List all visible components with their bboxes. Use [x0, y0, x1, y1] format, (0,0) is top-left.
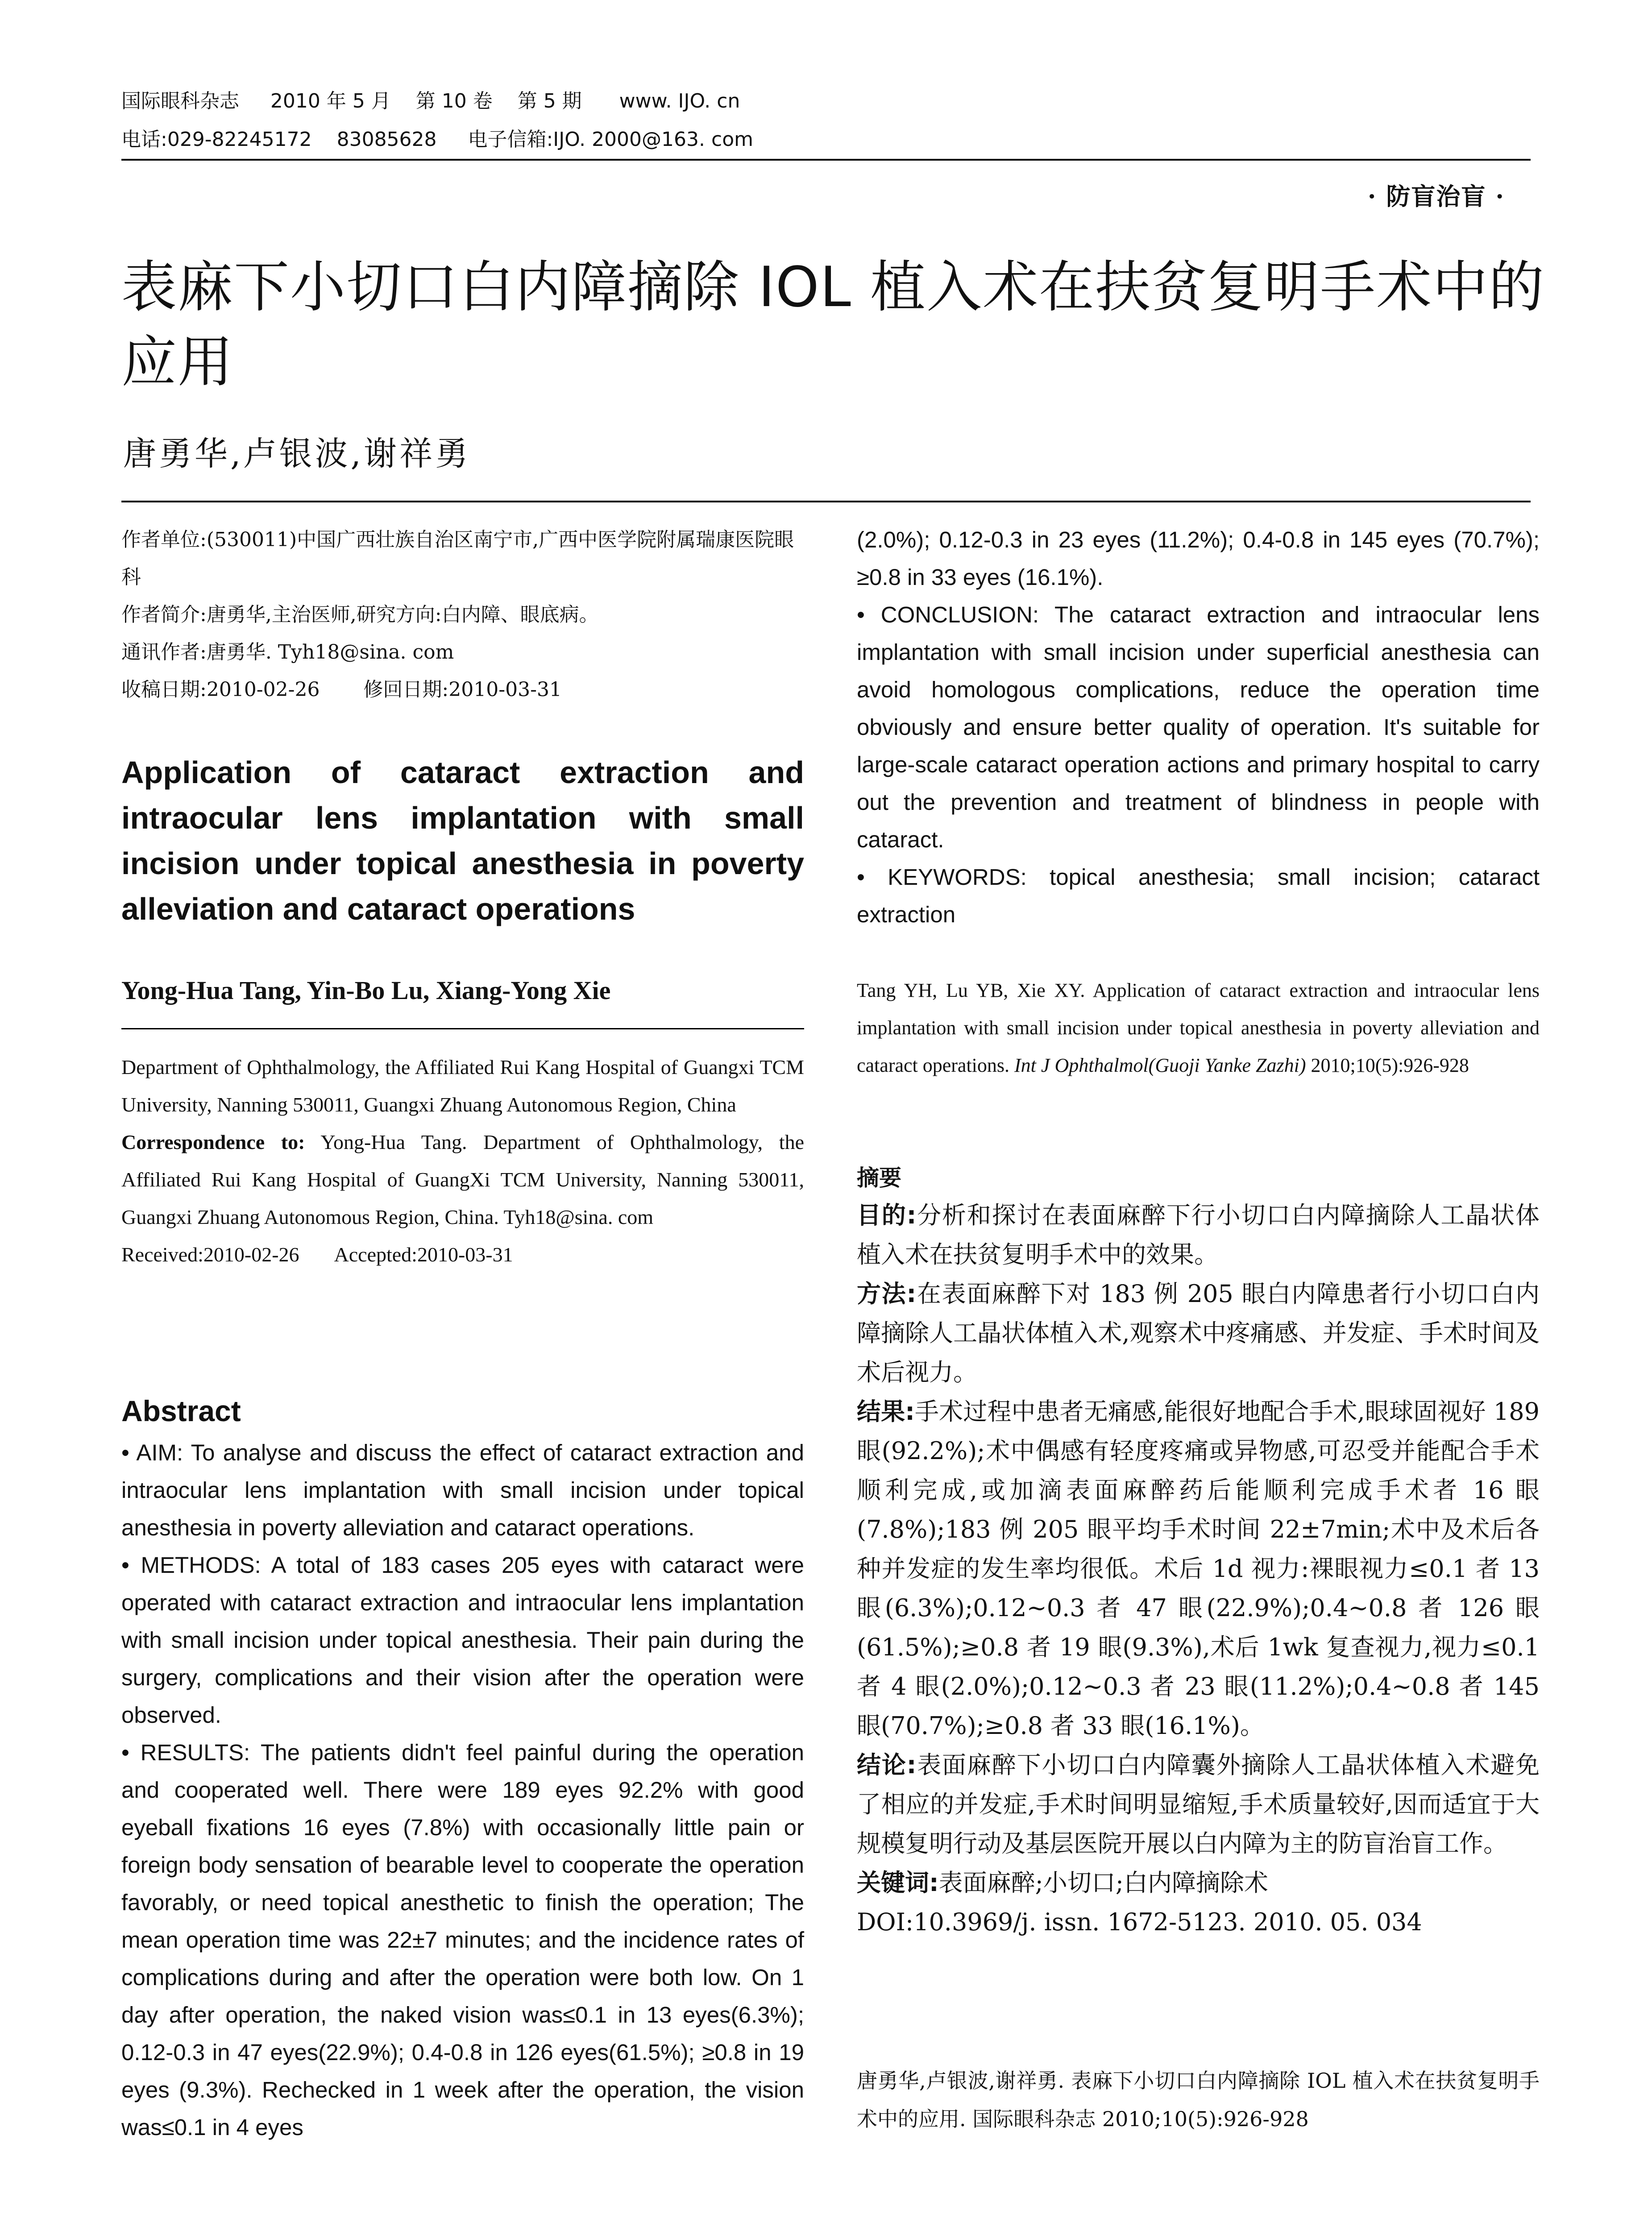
department-block: [121, 1049, 804, 1273]
english-authors: Yong-Hua Tang, Yin-Bo Lu, Xiang-Yong Xie: [121, 976, 611, 1005]
author-bio-cn: 作者简介:唐勇华,主治医师,研究方向:白内障、眼底病。: [121, 603, 599, 626]
authors-rule: [121, 1028, 804, 1029]
author-meta-cn: [121, 521, 804, 709]
correspondence-en: [121, 1124, 804, 1236]
abstract-aim: • AIM: To analyse and discuss the effect of cataract extraction and intraocular lens implantation with small incision under topical anesthesia in poverty alleviation and cataract operations.: [121, 1440, 804, 1540]
abstract-cn-conclusion-text: 表面麻醉下小切口白内障囊外摘除人工晶状体植入术避免了相应的并发症,手术时间明显缩短,手术质量较好,因而适宜于大规模复明行动及基层医院开展以白内障为主的防盲治盲工作。: [857, 1751, 1540, 1858]
abstract-body-right: [857, 521, 1540, 933]
abstract-cn-aim-label: 目的:: [857, 1201, 917, 1229]
citation-en-ref: 2010;10(5):926-928: [1306, 1054, 1469, 1076]
abstract-cn-methods-text: 在表面麻醉下对 183 例 205 眼白内障患者行小切口白内障摘除人工晶状体植入术,观察术中疼痛感、并发症、手术时间及术后视力。: [857, 1280, 1540, 1386]
section-label: · 防盲治盲 ·: [1367, 182, 1505, 211]
abstract-keywords: • KEYWORDS: topical anesthesia; small incision; cataract extraction: [857, 864, 1540, 927]
citation-en-journal: Int J Ophthalmol(Guoji Yanke Zazhi): [1014, 1054, 1306, 1076]
abstract-heading: Abstract: [121, 1394, 241, 1427]
citation-cn: 唐勇华,卢银波,谢祥勇. 表麻下小切口白内障摘除 IOL 植入术在扶贫复明手术中的应用. 国际眼科杂志 2010;10(5):926-928: [857, 2069, 1540, 2131]
journal-header-line1: 国际眼科杂志 2010 年 5 月 第 10 卷 第 5 期 www. IJO. cn: [121, 90, 740, 112]
abstract-body-left: [121, 1434, 804, 2146]
correspondence-text: Yong-Hua Tang. Department of Ophthalmology, the Affiliated Rui Kang Hospital of GuangXi TCM University, Nanning 530011, Guangxi Zhuang Autonomous Region, China. Tyh18@sina. com: [121, 1131, 804, 1228]
authors-cn: 唐勇华,卢银波,谢祥勇: [123, 435, 471, 473]
abstract-methods: • METHODS: A total of 183 cases 205 eyes with cataract were operated with cataract extraction and intraocular lens implantation with small incision under topical anesthesia. Their pain during the surgery, complications and their vision after the operation were observed.: [121, 1552, 804, 1728]
abstract-cn-results-label: 结果:: [857, 1397, 915, 1426]
title-rule: [121, 501, 1531, 502]
english-title: Application of cataract extraction and intraocular lens implantation with small incision under topical anesthesia in poverty alleviation and cataract operations: [121, 755, 804, 926]
abstract-cn-keywords: [857, 1863, 1540, 1903]
journal-header-line2: 电话:029-82245172 83085628 电子信箱:IJO. 2000@163. com: [121, 128, 753, 151]
doi: DOI:10.3969/j. issn. 1672-5123. 2010. 05. 034: [857, 1908, 1422, 1936]
correspondence-cn: 通讯作者:唐勇华. Tyh18@sina. com: [121, 641, 454, 663]
article-title: 表麻下小切口白内障摘除 IOL 植入术在扶贫复明手术中的应用: [121, 255, 1545, 394]
abstract-results-cont: (2.0%); 0.12-0.3 in 23 eyes (11.2%); 0.4-0.8 in 145 eyes (70.7%); ≥0.8 in 33 eyes (16.1%).: [857, 527, 1540, 590]
abstract-results: • RESULTS: The patients didn't feel painful during the operation and cooperated well. There were 189 eyes 92.2% with good eyeball fixations 16 eyes (7.8%) with occasionally little pain or foreign body sensation of bearable level to cooperate the operation favorably, or need topical anesthetic to finish the operation; The mean operation time was 22±7 minutes; and the incidence rates of complications during and after the operation were both low. On 1 day after operation, the naked vision was≤0.1 in 13 eyes(6.3%); 0.12-0.3 in 47 eyes(22.9%); 0.4-0.8 in 126 eyes(61.5%); ≥0.8 in 19 eyes (9.3%). Rechecked in 1 week after the operation, the vision was≤0.1 in 4 eyes: [121, 1740, 804, 2140]
correspondence-label: Correspondence to:: [121, 1131, 305, 1153]
abstract-cn-methods: [857, 1274, 1540, 1392]
abstract-cn-body: [857, 1196, 1540, 1942]
abstract-cn-keywords-text: 表面麻醉;小切口;白内障摘除术: [938, 1869, 1268, 1897]
abstract-conclusion: • CONCLUSION: The cataract extraction and intraocular lens implantation with small incision under superficial anesthesia can avoid homologous complications, reduce the operation time obviously and ensure better quality of operation. It's suitable for large-scale cataract operation actions and primary hospital to carry out the prevention and treatment of blindness in people with cataract.: [857, 602, 1540, 852]
abstract-cn-results: [857, 1392, 1540, 1746]
received-en: Received:2010-02-26 Accepted:2010-03-31: [121, 1243, 513, 1266]
abstract-cn-conclusion: [857, 1746, 1540, 1863]
affiliation-cn: 作者单位:(530011)中国广西壮族自治区南宁市,广西中医学院附属瑞康医院眼科: [121, 528, 794, 589]
abstract-cn-aim-text: 分析和探讨在表面麻醉下行小切口白内障摘除人工晶状体植入术在扶贫复明手术中的效果。: [857, 1201, 1540, 1269]
citation-en: [857, 972, 1540, 1084]
abstract-cn-methods-label: 方法:: [857, 1280, 917, 1308]
abstract-cn-conclusion-label: 结论:: [857, 1751, 917, 1779]
dates-cn: 收稿日期:2010-02-26 修回日期:2010-03-31: [121, 678, 562, 701]
abstract-cn-results-text: 手术过程中患者无痛感,能很好地配合手术,眼球固视好 189 眼(92.2%);术中偶感有轻度疼痛或异物感,可忍受并能配合手术顺利完成,或加滴表面麻醉药后能顺利完成手术者 16 眼(7.8%);183 例 205 眼平均手术时间 22±7min;术中及术后各种并发症的发生率均很低。术后 1d 视力:裸眼视力≤0.1 者 13 眼(6.3%);0.12~0.3 者 47 眼(22.9%);0.4~0.8 者 126 眼(61.5%);≥0.8 者 19 眼(9.3%),术后 1wk 复查视力,视力≤0.1 者 4 眼(2.0%);0.12~0.3 者 23 眼(11.2%);0.4~0.8 者 145 眼(70.7%);≥0.8 者 33 眼(16.1%)。: [857, 1397, 1540, 1740]
citation-en-text: Tang YH, Lu YB, Xie XY. Application of cataract extraction and intraocular lens implantation with small incision under topical anesthesia in poverty alleviation and cataract operations.: [857, 979, 1540, 1076]
abstract-cn-aim: [857, 1196, 1540, 1274]
abstract-cn-heading: 摘要: [857, 1165, 901, 1191]
department-en: Department of Ophthalmology, the Affiliated Rui Kang Hospital of Guangxi TCM University, Nanning 530011, Guangxi Zhuang Autonomous Region, China: [121, 1056, 804, 1116]
header-rule: [121, 159, 1531, 161]
abstract-cn-keywords-label: 关键词:: [857, 1869, 939, 1897]
